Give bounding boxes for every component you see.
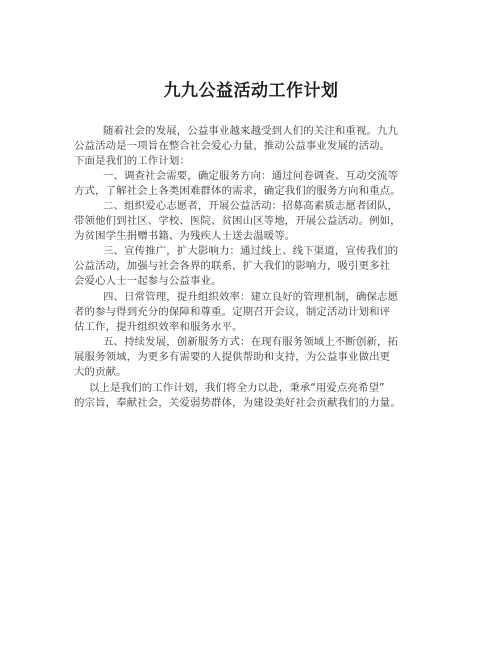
section-2-line-1: 二、组织爱心志愿者，开展公益活动：招募高素质志愿者团队， bbox=[103, 200, 399, 212]
section-1-line-1: 一、调查社会需要，确定服务方向：通过问卷调查、互动交流等 bbox=[103, 170, 399, 182]
section-3-line-1: 三、宣传推广，扩大影响力：通过线上、线下渠道，宣传我们的 bbox=[103, 245, 399, 257]
section-5-line-2: 展服务领域，为更多有需要的人提供帮助和支持，为公益事业做出更 bbox=[74, 351, 391, 363]
intro-line-1: 随着社会的发展，公益事业越来越受到人们的关注和重视。九九 bbox=[103, 125, 399, 137]
document-title: 九九公益活动工作计划 bbox=[163, 81, 339, 101]
conclusion-line-2: 的宗旨，奉献社会，关爱弱势群体，为建设美好社会贡献我们的力量。 bbox=[74, 397, 401, 409]
section-3-line-3: 会爱心人士一起参与公益事业。 bbox=[74, 275, 222, 287]
section-5-line-1: 五、持续发展，创新服务方式：在现有服务领域上不断创新，拓 bbox=[103, 336, 399, 348]
section-4-line-1: 四、日常管理，提升组织效率：建立良好的管理机制，确保志愿 bbox=[103, 291, 399, 303]
conclusion-line-1: 以上是我们的工作计划，我们将全力以赴，秉承“用爱点亮希望” bbox=[89, 382, 385, 394]
section-2-line-2: 带领他们到社区、学校、医院、贫困山区等地，开展公益活动。例如， bbox=[74, 215, 401, 227]
intro-line-3: 下面是我们的工作计划： bbox=[74, 155, 190, 167]
intro-line-2: 公益活动是一项旨在整合社会爱心力量，推动公益事业发展的活动。 bbox=[74, 140, 391, 152]
section-2-line-3: 为贫困学生捐赠书籍、为残疾人士送去温暖等。 bbox=[74, 230, 296, 242]
section-4-line-3: 估工作，提升组织效率和服务水平。 bbox=[74, 321, 243, 333]
section-1-line-2: 方式，了解社会上各类困难群体的需求，确定我们的服务方向和重点。 bbox=[74, 185, 401, 197]
section-3-line-2: 公益活动，加强与社会各界的联系，扩大我们的影响力，吸引更多社 bbox=[74, 260, 391, 272]
section-4-line-2: 者的参与得到充分的保障和尊重。定期召开会议，制定活动计划和评 bbox=[74, 306, 391, 318]
section-5-line-3: 大的贡献。 bbox=[74, 366, 127, 378]
